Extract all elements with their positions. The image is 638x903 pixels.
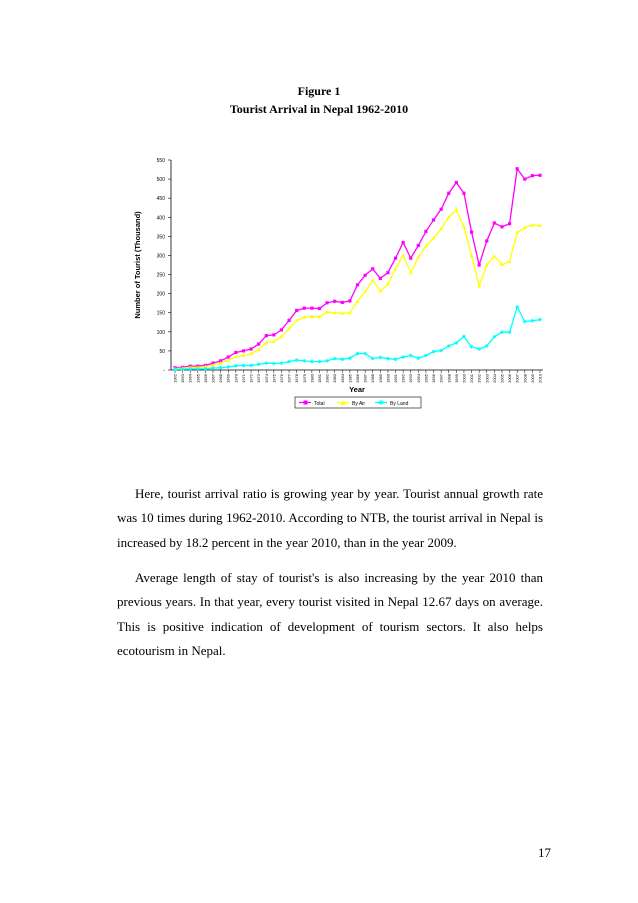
data-point-total (493, 221, 496, 224)
x-tick-label: 1972 (248, 374, 254, 383)
data-point-total (523, 177, 526, 180)
data-point-by-land (493, 335, 497, 339)
data-point-total (234, 351, 237, 354)
data-point-by-land (196, 367, 200, 371)
x-tick-label: 2004 (491, 374, 497, 383)
x-tick-label: 1990 (385, 374, 391, 383)
x-tick-label: 1967 (210, 374, 216, 383)
tourist-arrival-chart (128, 152, 548, 422)
y-tick-label: - (163, 368, 165, 374)
x-tick-label: 1985 (347, 374, 353, 383)
data-point-total (455, 181, 458, 184)
x-tick-label: 1986 (355, 374, 360, 383)
x-tick-label: 1999 (453, 374, 459, 383)
data-point-by-land (204, 367, 208, 371)
data-point-by-land (531, 319, 535, 323)
data-point-by-land (318, 360, 322, 364)
data-point-total (417, 244, 420, 247)
data-point-by-land (394, 358, 398, 362)
data-point-by-land (287, 360, 291, 364)
data-point-by-land (470, 345, 474, 349)
legend-total-label: Total (314, 401, 325, 407)
x-tick-label: 2003 (484, 374, 490, 383)
data-point-total (424, 230, 427, 233)
data-point-by-land (508, 330, 512, 334)
data-point-by-land (302, 359, 306, 363)
data-point-total (402, 241, 405, 244)
data-point-by-land (401, 355, 405, 359)
data-point-by-land (219, 366, 223, 370)
data-point-by-land (462, 335, 466, 339)
x-tick-label: 1974 (263, 374, 269, 383)
x-tick-label: 2006 (507, 374, 513, 383)
data-point-by-land (386, 357, 390, 361)
data-point-total (242, 349, 245, 352)
data-point-total (371, 267, 374, 270)
x-tick-label: 2005 (499, 374, 505, 383)
data-point-total (440, 208, 443, 211)
x-tick-label: 1971 (240, 374, 246, 383)
x-tick-label: 1968 (218, 374, 224, 383)
data-point-by-air (371, 278, 375, 281)
data-point-by-land (234, 364, 238, 368)
data-point-total (325, 301, 328, 304)
data-point-total (356, 283, 359, 286)
data-point-total (500, 225, 503, 228)
x-tick-label: 1963 (180, 374, 186, 383)
data-point-total (287, 319, 290, 322)
data-point-by-land (409, 354, 413, 358)
data-point-by-land (333, 357, 337, 361)
data-point-by-land (432, 350, 436, 354)
data-point-by-land (249, 364, 253, 368)
data-point-total (280, 328, 283, 331)
x-tick-label: 1994 (415, 374, 421, 383)
y-tick-label: 400 (156, 215, 165, 222)
data-point-total (516, 167, 519, 170)
data-point-by-air (492, 254, 496, 258)
data-point-by-land (363, 352, 367, 356)
data-point-by-land (181, 367, 185, 371)
data-point-total (386, 271, 389, 274)
data-point-by-land (264, 361, 268, 365)
data-point-total (272, 333, 275, 336)
x-tick-label: 1975 (271, 374, 277, 383)
data-point-by-land (455, 341, 459, 345)
x-tick-label: 2001 (469, 374, 475, 383)
data-point-by-air (470, 253, 474, 256)
data-point-total (462, 192, 465, 195)
y-tick-label: 500 (156, 177, 165, 184)
data-point-total (341, 301, 344, 304)
data-point-total (538, 174, 541, 177)
data-point-total (432, 218, 435, 221)
y-tick-label: 350 (156, 234, 165, 241)
x-tick-label: 2007 (514, 374, 520, 383)
data-point-total (348, 299, 351, 302)
data-point-by-land (379, 356, 383, 360)
data-point-by-land (439, 349, 443, 353)
data-point-by-land (257, 362, 261, 366)
data-point-by-land (188, 367, 192, 371)
x-tick-label: 2008 (522, 374, 528, 383)
data-point-by-land (356, 352, 360, 356)
data-point-by-air (401, 253, 405, 256)
data-point-by-land (173, 367, 177, 371)
x-tick-label: 1977 (286, 374, 292, 383)
series-line-by-air (175, 210, 540, 369)
x-tick-label: 1991 (393, 374, 399, 383)
data-point-total (470, 231, 473, 234)
data-point-by-land (340, 358, 344, 362)
y-tick-label: 200 (156, 291, 165, 298)
x-tick-label: 1997 (438, 374, 444, 383)
data-point-by-land (325, 359, 329, 363)
x-tick-label: 1998 (446, 374, 452, 383)
x-tick-label: 2002 (476, 374, 482, 383)
data-point-by-land (348, 356, 352, 360)
x-tick-label: 1993 (408, 374, 414, 383)
data-point-total (295, 309, 298, 312)
data-point-total (364, 274, 367, 277)
x-tick-label: 1982 (324, 374, 330, 383)
x-tick-label: 1988 (370, 374, 376, 383)
x-tick-label: 1964 (187, 374, 193, 383)
x-tick-label: 1989 (377, 374, 383, 383)
legend (295, 397, 421, 408)
data-point-by-land (295, 358, 299, 362)
y-tick-label: 150 (156, 310, 165, 317)
data-point-by-land (242, 364, 246, 368)
x-tick-label: 1970 (233, 374, 239, 383)
x-tick-label: 1965 (195, 374, 201, 383)
data-point-by-land (417, 356, 421, 360)
data-point-total (310, 307, 313, 310)
x-tick-label: 1966 (202, 374, 208, 383)
legend-total-marker (304, 401, 308, 405)
figure-label: Figure 1 (297, 84, 341, 98)
y-axis-label: Number of Tourist (Thousand) (133, 211, 142, 319)
data-point-by-land (226, 365, 230, 369)
x-tick-label: 1987 (362, 374, 368, 383)
data-point-total (447, 192, 450, 195)
data-point-total (265, 334, 268, 337)
y-tick-label: 300 (156, 253, 165, 260)
x-tick-label: 1983 (332, 374, 338, 383)
data-point-by-land (477, 347, 481, 351)
data-point-total (333, 300, 336, 303)
data-point-by-air (454, 208, 458, 212)
data-point-total (485, 239, 488, 242)
x-axis-label: Year (349, 385, 365, 394)
figure-title: Tourist Arrival in Nepal 1962-2010 (229, 102, 409, 116)
x-tick-label: 1984 (339, 374, 345, 383)
data-point-by-land (280, 361, 284, 365)
data-point-by-land (538, 318, 542, 322)
data-point-by-air (508, 260, 512, 264)
data-point-by-land (310, 360, 314, 364)
data-point-by-land (523, 320, 527, 324)
y-tick-label: 550 (156, 158, 165, 164)
paragraph-growth: Here, tourist arrival ratio is growing year by year. Tourist annual growth rate was 10 times during 1962-2010. According to NTB, the tourist arrival in Nepal is increased by 18.2 percent in the year 2010, than in the year 2009. (117, 486, 543, 550)
x-tick-label: 1978 (294, 374, 300, 383)
page-number: 17 (538, 845, 551, 860)
data-point-total (249, 347, 252, 350)
data-point-by-land (211, 366, 215, 370)
data-point-by-land (515, 305, 519, 309)
x-tick-label: 1981 (316, 374, 322, 383)
x-tick-label: 1976 (278, 374, 284, 383)
data-point-total (394, 257, 397, 260)
data-point-by-air (477, 284, 481, 288)
y-tick-label: 100 (156, 329, 165, 336)
legend-by-air-label: By Air (352, 401, 366, 407)
data-point-total (318, 307, 321, 310)
legend-by-land-label: By Land (390, 401, 409, 407)
data-point-total (531, 174, 534, 177)
legend-by-land-marker: ✱ (378, 400, 384, 407)
data-point-total (379, 277, 382, 280)
paragraph-length-of-stay: Average length of stay of tourist's is also increasing by the year 2010 than previous years. In that year, every tourist visited in Nepal 12.67 days on average. This is positive indication of development of tourism sectors. It also helps ecotourism in Nepal. (117, 570, 543, 658)
x-tick-label: 2000 (461, 374, 467, 383)
data-point-total (508, 222, 511, 225)
data-point-by-land (447, 344, 451, 348)
x-tick-label: 1996 (431, 374, 437, 383)
x-tick-label: 2009 (529, 374, 535, 383)
data-point-by-land (272, 362, 276, 366)
data-point-total (257, 342, 260, 345)
y-tick-label: 50 (159, 348, 165, 355)
x-tick-label: 2010 (537, 374, 543, 383)
x-tick-label: 1980 (309, 374, 315, 383)
y-tick-label: 450 (156, 196, 165, 203)
data-point-total (478, 263, 481, 266)
data-point-total (409, 257, 412, 260)
data-point-by-land (500, 330, 504, 334)
x-tick-label: 1995 (423, 374, 429, 383)
data-point-total (303, 307, 306, 310)
data-point-by-land (424, 354, 428, 358)
x-tick-label: 1979 (301, 374, 307, 383)
x-tick-label: 1969 (225, 374, 231, 383)
data-point-by-land (371, 357, 375, 361)
x-tick-label: 1992 (400, 374, 406, 383)
y-tick-label: 250 (156, 272, 165, 279)
data-point-by-land (485, 344, 489, 348)
x-tick-label: 1973 (256, 374, 262, 383)
x-tick-label: 1962 (172, 374, 178, 383)
